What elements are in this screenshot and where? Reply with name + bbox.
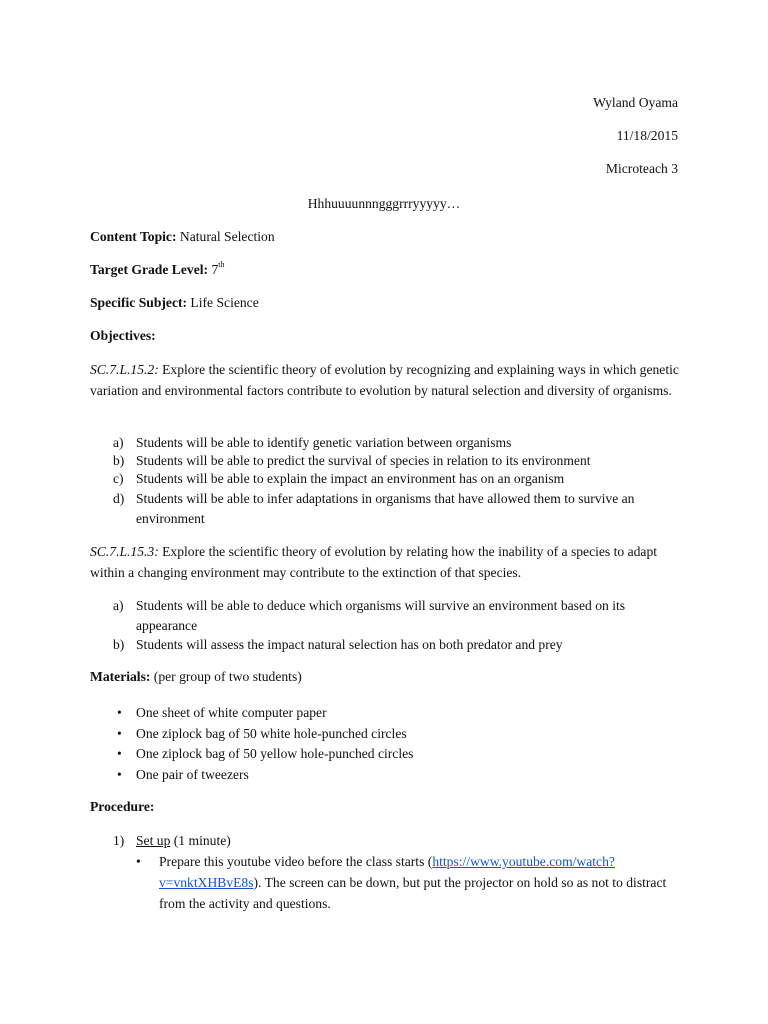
bullet-icon: • <box>136 854 141 869</box>
list-item-text: One ziplock bag of 50 white hole-punched circles <box>136 725 407 741</box>
author-name: Wyland Oyama <box>593 95 678 110</box>
list-marker: b) <box>113 453 125 469</box>
bullet-text-before: Prepare this youtube video before the class starts ( <box>159 854 433 869</box>
list-item <box>117 703 681 724</box>
list-item <box>113 489 681 530</box>
bullet-text-after: ). The screen can be down, but put the projector on hold so as not to distract from the activity and questions. <box>159 875 667 911</box>
step-duration: (1 minute) <box>170 833 231 848</box>
list-item-text: Students will be able to infer adaptations in organisms that have allowed them to survive an environment <box>136 490 635 527</box>
content-topic <box>90 228 275 246</box>
objectives-label: Objectives: <box>90 328 156 343</box>
standard-1-text: Explore the scientific theory of evolution by recognizing and explaining ways in which genetic variation and environmental factors contribute to evolution by natural selection and diversity of organisms. <box>90 362 679 398</box>
procedure-bullet <box>136 851 689 914</box>
assignment-name: Microteach 3 <box>605 161 678 176</box>
step-marker: 1) <box>113 833 125 848</box>
list-marker: a) <box>113 598 124 613</box>
step-title: Set up <box>136 833 171 848</box>
list-item-text: Students will be able to identify genetic variation between organisms <box>136 435 512 450</box>
subject-label: Specific Subject: <box>90 295 188 310</box>
list-item <box>117 724 681 745</box>
procedure-list <box>113 832 681 850</box>
list-item-text: Students will be able to deduce which organisms will survive an environment based on its appearance <box>136 598 626 633</box>
list-item-text: One sheet of white computer paper <box>136 705 327 720</box>
procedure-heading <box>90 798 154 816</box>
bullet-icon: • <box>117 746 122 761</box>
youtube-video-link[interactable]: https://www.youtube.com/watch?v=vnktXHBvE8s <box>159 854 615 890</box>
document-date: 11/18/2015 <box>616 128 678 143</box>
procedure-step <box>113 832 681 850</box>
list-marker: c) <box>113 471 124 487</box>
grade-label: Target Grade Level: <box>90 262 209 277</box>
materials-label: Materials: <box>90 669 151 684</box>
list-marker: b) <box>113 637 125 652</box>
list-item-text: One pair of tweezers <box>136 766 249 782</box>
specific-subject <box>90 294 259 312</box>
list-item <box>113 452 681 470</box>
list-item-text: Students will assess the impact natural selection has on both predator and prey <box>136 637 563 652</box>
content-topic-label: Content Topic: <box>90 229 177 244</box>
materials-heading <box>90 668 302 686</box>
materials-note: (per group of two students) <box>150 669 302 684</box>
standard-2-objectives-list <box>113 596 681 654</box>
standard-1-code: SC.7.L.15.2: <box>90 362 159 377</box>
list-item <box>113 434 681 452</box>
list-item <box>117 765 681 786</box>
standard-2-code: SC.7.L.15.3: <box>90 544 159 559</box>
list-item <box>113 636 681 654</box>
grade-superscript: th <box>218 260 225 269</box>
list-item <box>113 470 681 488</box>
standard-1-objectives-list <box>113 434 681 530</box>
subject-value: Life Science <box>187 295 259 310</box>
list-marker: a) <box>113 435 124 450</box>
standard-1-paragraph <box>90 360 690 401</box>
standard-2-paragraph <box>90 542 690 583</box>
bullet-icon: • <box>117 705 122 720</box>
bullet-icon: • <box>117 725 122 741</box>
list-item-text: One ziplock bag of 50 yellow hole-punched circles <box>136 746 414 761</box>
list-item-text: Students will be able to explain the impact an environment has on an organism <box>136 471 565 487</box>
list-item <box>113 596 681 636</box>
list-item-text: Students will be able to predict the survival of species in relation to its environment <box>136 453 591 469</box>
list-item <box>117 744 681 765</box>
grade-value: 7 <box>208 262 219 277</box>
document-title: Hhhuuuunnngggrrryyyyy… <box>307 196 461 211</box>
standard-2-text: Explore the scientific theory of evolution by relating how the inability of a species to adapt within a changing environment may contribute to the extinction of that species. <box>90 544 658 580</box>
list-marker: d) <box>113 490 125 506</box>
objectives-heading <box>90 327 156 345</box>
bullet-icon: • <box>117 766 122 782</box>
content-topic-value: Natural Selection <box>176 229 275 244</box>
materials-list <box>117 703 681 785</box>
procedure-label: Procedure: <box>90 799 155 814</box>
target-grade-level <box>90 261 224 279</box>
